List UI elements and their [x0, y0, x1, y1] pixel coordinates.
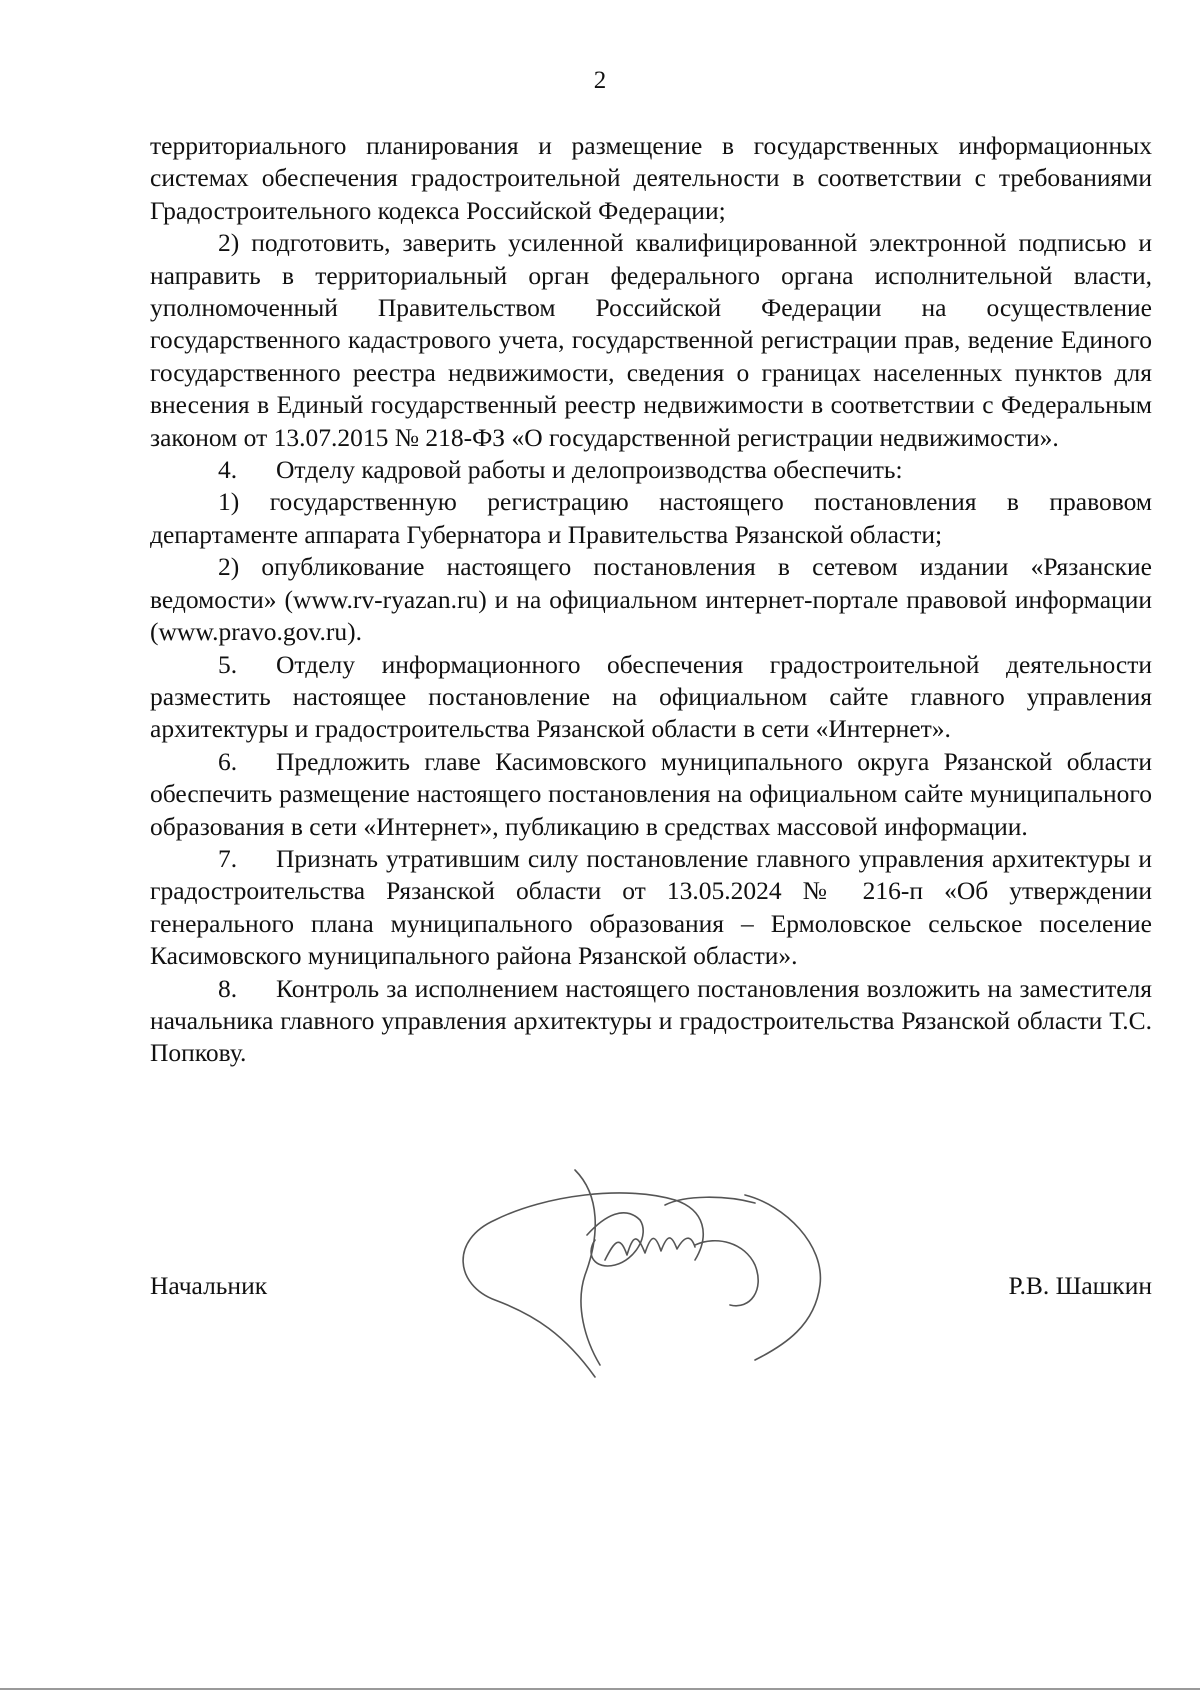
paragraph-item-5: [150, 649, 1152, 746]
paragraph-item-2: [150, 227, 1152, 454]
paragraph-number: 5.: [218, 649, 238, 679]
signatory-name: Р.В. Шашкин: [1008, 1271, 1152, 1300]
paragraph-text: Отделу кадровой работы и делопроизводства обеспечить:: [276, 455, 903, 485]
page-number: 2: [593, 67, 607, 94]
paragraph-item-6: [150, 746, 1152, 843]
signatory-title: Начальник: [150, 1271, 268, 1300]
paragraph-number: 8.: [218, 973, 238, 1003]
paragraph-text: Контроль за исполнением настоящего постановления возложить на заместителя начальника главного управления архитектуры и градостроительства Рязанской области Т.С. Попкову.: [150, 973, 1152, 1068]
document-body: [150, 130, 1152, 1070]
paragraph-text: Признать утратившим силу постановление главного управления архитектуры и градостроительства Рязанской области от 13.05.2024 № 216-п «Об утверждении генерального плана муниципального образования – Ермоловское сельское поселение Касимовского муниципального района Рязанской области».: [150, 843, 1152, 971]
paragraph-item-4: [150, 454, 1152, 486]
paragraph-item-8: [150, 973, 1152, 1070]
page-bottom-divider: [0, 1688, 1200, 1690]
paragraph-text: Предложить главе Касимовского муниципального округа Рязанской области обеспечить размещение настоящего постановления на официальном сайте муниципального образования в сети «Интернет», публикацию в средствах массовой информации.: [150, 746, 1152, 841]
paragraph-text: 1) государственную регистрацию настоящего постановления в правовом департаменте аппарата Губернатора и Правительства Рязанской области;: [150, 487, 1152, 549]
paragraph-text: 2) подготовить, заверить усиленной квалифицированной электронной подписью и направить в территориальный орган федерального органа исполнительной власти, уполномоченный Правительством Российской Федерации на осуществление государственного кадастрового учета, государственной регистрации прав, ведение Единого государственного реестра недвижимости, сведения о границах населенных пунктов для внесения в Единый государственный реестр недвижимости в соответствии с Федеральным законом от 13.07.2015 № 218-ФЗ «О государственной регистрации недвижимости».: [150, 228, 1152, 452]
paragraph-text: территориального планирования и размещение в государственных информационных системах обеспечения градостроительной деятельности в соответствии с требованиями Градостроительного кодекса Российской Федерации;: [150, 131, 1152, 225]
paragraph-number: 4.: [218, 455, 238, 485]
paragraph-text: 2) опубликование настоящего постановления в сетевом издании «Рязанские ведомости» (www.rv-ryazan.ru) и на официальном интернет-портале правовой информации (www.pravo.gov.ru).: [150, 552, 1152, 647]
paragraph-continuation: [150, 130, 1152, 227]
paragraph-item-7: [150, 843, 1152, 973]
paragraph-subitem-1: [150, 486, 1152, 551]
paragraph-number: 7.: [218, 843, 238, 873]
paragraph-text: Отделу информационного обеспечения градостроительной деятельности разместить настоящее постановление на официальном сайте главного управления архитектуры и градостроительства Рязанской области в сети «Интернет».: [150, 649, 1152, 744]
handwritten-signature: [455, 1165, 895, 1380]
paragraph-number: 6.: [218, 746, 238, 776]
paragraph-subitem-2: [150, 551, 1152, 648]
